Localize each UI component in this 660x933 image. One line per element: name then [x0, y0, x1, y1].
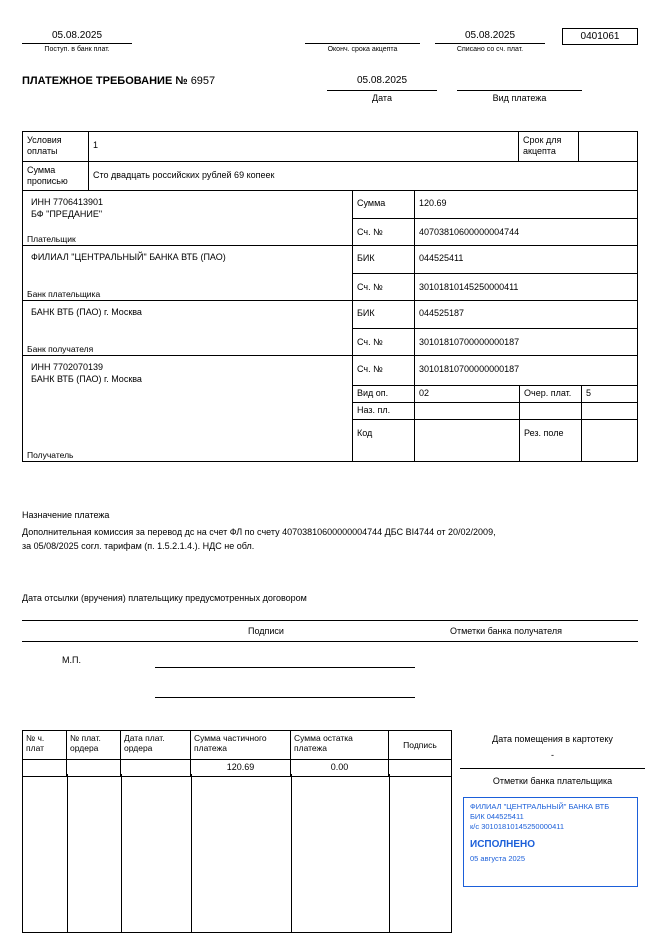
- document-date-caption: Дата: [327, 90, 437, 103]
- amount-words-label: [23, 162, 89, 190]
- stamp-bank-name: ФИЛИАЛ "ЦЕНТРАЛЬНЫЙ" БАНКА ВТБ: [470, 802, 610, 811]
- col-order-no-header-l2: ордера: [70, 743, 99, 753]
- payer-bank-block: [23, 246, 353, 300]
- purpose-code-label: Наз. пл.: [353, 403, 415, 419]
- date-written-off-value: 05.08.2025: [464, 30, 516, 41]
- payer-bank-name: ФИЛИАЛ "ЦЕНТРАЛЬНЫЙ" БАНКА ВТБ (ПАО): [31, 252, 226, 262]
- table-vline-5: [389, 774, 390, 932]
- op-kind-row: [353, 386, 637, 403]
- stamp-bik: БИК 044525411: [470, 812, 524, 821]
- payee-bank-row: [23, 301, 637, 356]
- amount-words-label-line2: прописью: [27, 176, 68, 186]
- partial-payments-table-body: [22, 774, 452, 933]
- col-order-no-header-l1: № плат.: [70, 733, 101, 743]
- payee-bank-name: БАНК ВТБ (ПАО) г. Москва: [31, 307, 142, 317]
- payer-bank-codes-col: [353, 246, 637, 300]
- payee-account-row: [353, 356, 637, 386]
- col-signature-header: Подпись: [403, 740, 437, 750]
- col-partial-amount-header-l1: Сумма частичного: [194, 733, 267, 743]
- payee-codes-col: [353, 356, 637, 461]
- payee-caption: Получатель: [27, 450, 74, 460]
- payer-bank-marks-label: Отметки банка плательщика: [492, 776, 613, 786]
- document-date-value: 05.08.2025: [356, 75, 408, 86]
- payee-row: [23, 356, 637, 461]
- amount-value: 120.69: [419, 198, 447, 208]
- payee-bank-details: [27, 303, 348, 318]
- amount-label: Сумма: [353, 191, 415, 218]
- payee-account-value: 30101810700000000187: [419, 364, 520, 374]
- payee-bank-account-label: Сч. №: [353, 329, 415, 355]
- payer-account-value: 40703810600000004744: [419, 227, 520, 237]
- payer-bank-bik-label: БИК: [353, 246, 415, 273]
- payer-account-label: Сч. №: [353, 219, 415, 245]
- reserve-label: Рез. поле: [520, 420, 582, 461]
- queue-value: 5: [586, 388, 592, 398]
- stamp-date: 05 августа 2025: [470, 854, 526, 863]
- purpose-code-value: [415, 403, 520, 419]
- conditions-label-line1: Условия: [27, 135, 62, 145]
- date-received-caption: Поступ. в банк плат.: [22, 43, 132, 53]
- amount-words-label-line1: Сумма: [27, 165, 56, 175]
- col-partial-amount-header: [191, 731, 291, 759]
- stamp-corr-account: к/с 30101810145250000411: [470, 822, 565, 831]
- date-written-off-caption: Списано со сч. плат.: [435, 43, 545, 53]
- payee-bank-bik-value: 044525187: [419, 308, 465, 318]
- col-order-no-header: [67, 731, 121, 759]
- col-remainder-header: [291, 731, 389, 759]
- stamp-status: ИСПОЛНЕНО: [470, 839, 536, 850]
- col-partial-amount-header-l2: платежа: [194, 743, 227, 753]
- conditions-row: [23, 132, 637, 162]
- op-kind-value: 02: [415, 386, 520, 402]
- payer-bank-bik-row: [353, 246, 637, 274]
- document-number-label: №: [175, 75, 188, 87]
- cell-partial-amount: 120.69: [191, 760, 291, 776]
- payment-kind-caption: Вид платежа: [457, 90, 582, 103]
- signature-separator: [22, 620, 638, 621]
- signature-separator-2: [22, 641, 638, 642]
- partial-payments-table: [22, 730, 452, 777]
- table-vline-1: [67, 774, 68, 932]
- title-row: [22, 72, 638, 106]
- acceptance-deadline-value: [305, 30, 420, 43]
- table-header-row: [23, 731, 451, 760]
- form-code-box: 0401061: [562, 28, 638, 45]
- reserve-value: [582, 420, 637, 461]
- payer-bank-account-label: Сч. №: [353, 274, 415, 300]
- date-received-value: 05.08.2025: [51, 30, 103, 41]
- document-type-title: ПЛАТЕЖНОЕ ТРЕБОВАНИЕ: [22, 75, 173, 87]
- col-order-date-header-l1: Дата плат.: [124, 733, 165, 743]
- card-index-label: Дата помещения в картотеку: [492, 734, 613, 744]
- code-label: Код: [353, 420, 415, 461]
- col-remainder-header-l1: Сумма остатка: [294, 733, 353, 743]
- document-number-value: 6957: [190, 75, 216, 87]
- payer-amount-account-col: [353, 191, 637, 245]
- payer-bank-row: [23, 246, 637, 301]
- signature-line-2: [155, 697, 415, 698]
- payer-details: [27, 193, 348, 220]
- payee-inn: ИНН 7702070139: [31, 362, 104, 372]
- col-order-date-header: [121, 731, 191, 759]
- date-written-off-block: [435, 30, 545, 53]
- table-vline-2: [121, 774, 122, 932]
- payer-name: БФ "ПРЕДАНИЕ": [31, 209, 103, 219]
- queue-label-2: [520, 403, 582, 419]
- acceptance-term-value: [579, 132, 637, 161]
- col-part-no-header-l1: № ч.: [26, 733, 45, 743]
- bank-stamp: [463, 797, 638, 887]
- payee-details: [27, 358, 348, 385]
- queue-value-2: [582, 403, 637, 419]
- acceptance-term-label-line1: Срок для: [523, 135, 562, 145]
- purpose-line-2: за 05/08/2025 согл. тарифам (п. 1.5.2.1.4.). НДС не обл.: [22, 541, 255, 551]
- acceptance-term-label: [519, 132, 579, 161]
- payer-block: [23, 191, 353, 245]
- payer-inn: ИНН 7706413901: [31, 197, 104, 207]
- payee-bank-marks-title: Отметки банка получателя: [450, 626, 562, 636]
- payee-bank-account-row: [353, 329, 637, 355]
- col-remainder-header-l2: платежа: [294, 743, 327, 753]
- payer-account-row: [353, 219, 637, 245]
- purpose-caption: Назначение платежа: [22, 510, 110, 520]
- payee-name: БАНК ВТБ (ПАО) г. Москва: [31, 374, 142, 384]
- col-order-date-header-l2: ордера: [124, 743, 153, 753]
- cell-remainder-amount: 0.00: [291, 760, 389, 776]
- acceptance-deadline-block: [305, 30, 420, 53]
- payer-bank-details: [27, 248, 348, 263]
- amount-row: [353, 191, 637, 219]
- payer-bank-account-value: 30101810145250000411: [419, 282, 519, 292]
- conditions-label: [23, 132, 89, 161]
- signatures-title: Подписи: [248, 626, 284, 636]
- purpose-line-1: Дополнительная комиссия за перевод дс на счет ФЛ по счету 40703810600000004744 ДБС ВI4744 от 20/02/2009,: [22, 527, 496, 537]
- code-value: [415, 420, 520, 461]
- table-vline-4: [291, 774, 292, 932]
- queue-label: Очер. плат.: [520, 386, 582, 402]
- document-header: [0, 0, 660, 62]
- card-index-line: [460, 768, 645, 769]
- payee-block: [23, 356, 353, 461]
- table-vline-3: [191, 774, 192, 932]
- amount-words-value: Сто двадцать российских рублей 69 копеек: [93, 170, 275, 180]
- code-reserve-row: [353, 420, 637, 461]
- payer-bank-caption: Банк плательщика: [27, 289, 101, 299]
- main-grid: [22, 131, 638, 462]
- card-index-value: -: [551, 750, 554, 760]
- op-kind-label: Вид оп.: [353, 386, 415, 402]
- payer-bank-account-row: [353, 274, 637, 300]
- payer-row: [23, 191, 637, 246]
- date-received-block: [22, 30, 132, 53]
- payee-bank-bik-label: БИК: [353, 301, 415, 328]
- payer-bank-bik-value: 044525411: [419, 253, 464, 263]
- payee-account-label: Сч. №: [353, 356, 415, 385]
- payee-bank-account-value: 30101810700000000187: [419, 337, 520, 347]
- payee-bank-caption: Банк получателя: [27, 344, 94, 354]
- signature-line-1: [155, 667, 415, 668]
- mp-label: М.П.: [62, 655, 81, 665]
- amount-words-row: [23, 162, 637, 191]
- payer-caption: Плательщик: [27, 234, 76, 244]
- page-title: [22, 75, 215, 87]
- col-part-no-header: [23, 731, 67, 759]
- conditions-label-line2: оплаты: [27, 146, 58, 156]
- purpose-code-row: [353, 403, 637, 420]
- conditions-value: 1: [89, 132, 519, 161]
- col-part-no-header-l2: плат: [26, 743, 44, 753]
- payee-bank-block: [23, 301, 353, 355]
- acceptance-term-label-line2: акцепта: [523, 146, 556, 156]
- payee-bank-bik-row: [353, 301, 637, 329]
- send-date-text: Дата отсылки (вручения) плательщику предусмотренных договором: [22, 593, 307, 603]
- acceptance-deadline-caption: Оконч. срока акцепта: [305, 43, 420, 53]
- payee-bank-codes-col: [353, 301, 637, 355]
